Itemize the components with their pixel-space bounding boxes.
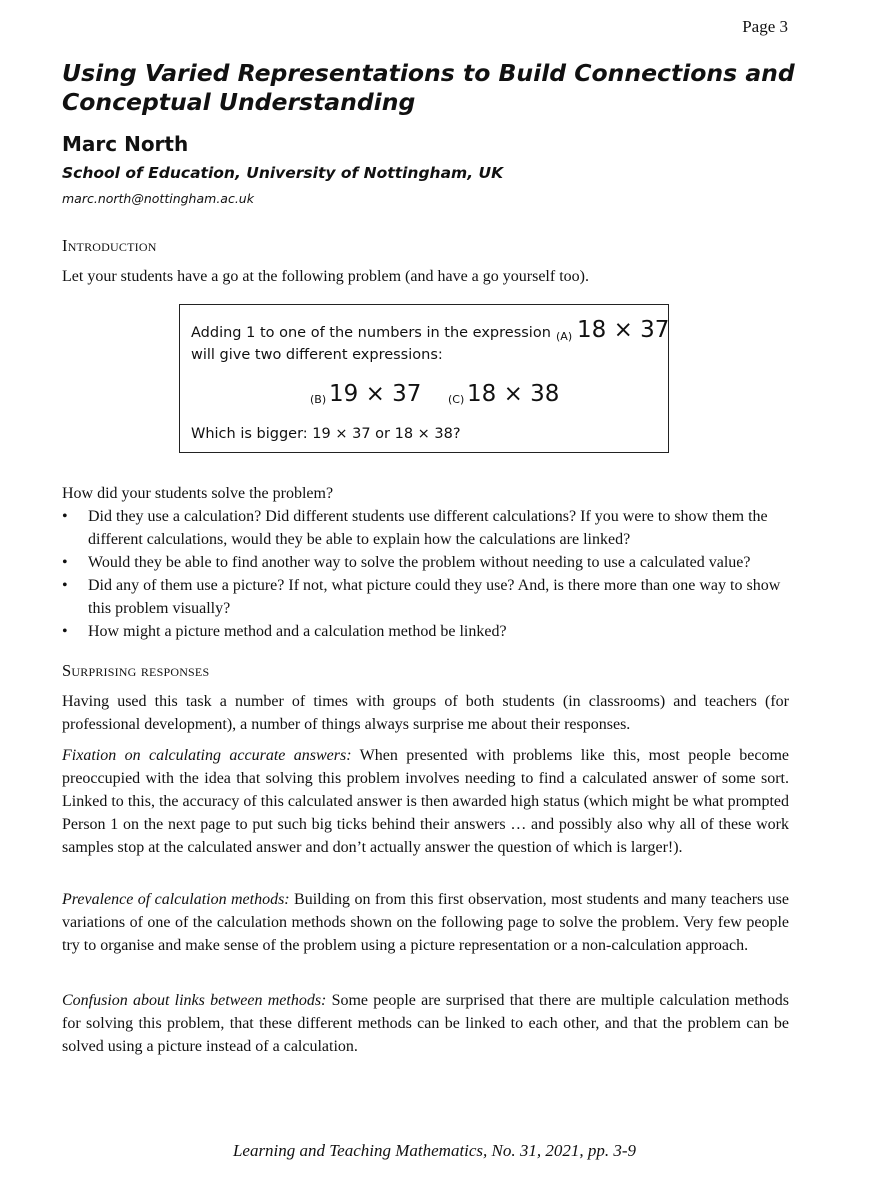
section-heading-surprising: Surprising responses [62,661,210,680]
expression-b: 19 × 37 [329,381,422,407]
paragraph-label: Prevalence of calculation methods: [62,891,290,908]
page-number: Page 3 [742,17,788,36]
intro-lead: Let your students have a go at the following problem (and have a go yourself too). [62,268,589,285]
expression-c-label: (C) [448,393,465,406]
expression-b-label: (B) [310,393,327,406]
list-item: • Would they be able to find another way to solve the problem without needing to use a calculated value? [62,554,751,571]
problem-line-2: will give two different expressions: [191,347,443,363]
list-item: • Did they use a calculation? Did different students use different calculations? If you were to show them the different calculations, would they be able to explain how the calculations are linked? [62,508,768,548]
expression-a-label: (A) [556,330,573,343]
author-name: Marc North [62,132,189,156]
paragraph-prevalence: Prevalence of calculation methods: Building on from this first observation, most students and many teachers use variations of one of the calculation methods shown on the following page to solve the problem. Very few people try to organise and make sense of the problem using a picture representation or a non-calculation approach. [62,891,789,954]
paragraph-label: Fixation on calculating accurate answers: [62,747,352,764]
list-item: • Did any of them use a picture? If not, what picture could they use? And, is there more than one way to show this problem visually? [62,577,781,617]
section-heading-introduction: Introduction [62,236,157,255]
journal-footer: Learning and Teaching Mathematics, No. 31, 2021, pp. 3-9 [232,1141,637,1160]
solve-lead: How did your students solve the problem? [62,485,334,502]
problem-question: Which is bigger: 19 × 37 or 18 × 38? [191,426,461,442]
author-email: marc.north@nottingham.ac.uk [62,191,254,206]
paragraph-confusion: Confusion about links between methods: Some people are surprised that there are multiple calculation methods for solving this problem, that these different methods can be linked to each other, and that the problem can be solved using a picture instead of a calculation. [62,992,789,1055]
expression-c: 18 × 38 [467,381,560,407]
article-title: Using Varied Representations to Build Connections and Conceptual Understanding [62,59,795,116]
paragraph-label: Confusion about links between methods: [62,992,327,1009]
expression-a: 18 × 37 [577,317,670,343]
problem-line-1: Adding 1 to one of the numbers in the expression [191,325,551,341]
paragraph-fixation: Fixation on calculating accurate answers: When presented with problems like this, most people become preoccupied with the idea that solving this problem involves needing to find a calculated answer of some sort. Linked to this, the accuracy of this calculated answer is then awarded high status (which might be what prompted Person 1 on the next page to put such big ticks behind their answers … and possibly also why all of these work samples stop at the calculated answer and don’t actually answer the question of which is larger!). [62,747,790,856]
list-item: • How might a picture method and a calculation method be linked? [62,623,507,640]
problem-box [179,304,669,453]
surprising-intro: Having used this task a number of times with groups of both students (in classrooms) and teachers (for professional development), a number of things always surprise me about their responses. [62,693,789,733]
author-affiliation: School of Education, University of Nottingham, UK [62,164,504,182]
question-list [62,505,789,643]
